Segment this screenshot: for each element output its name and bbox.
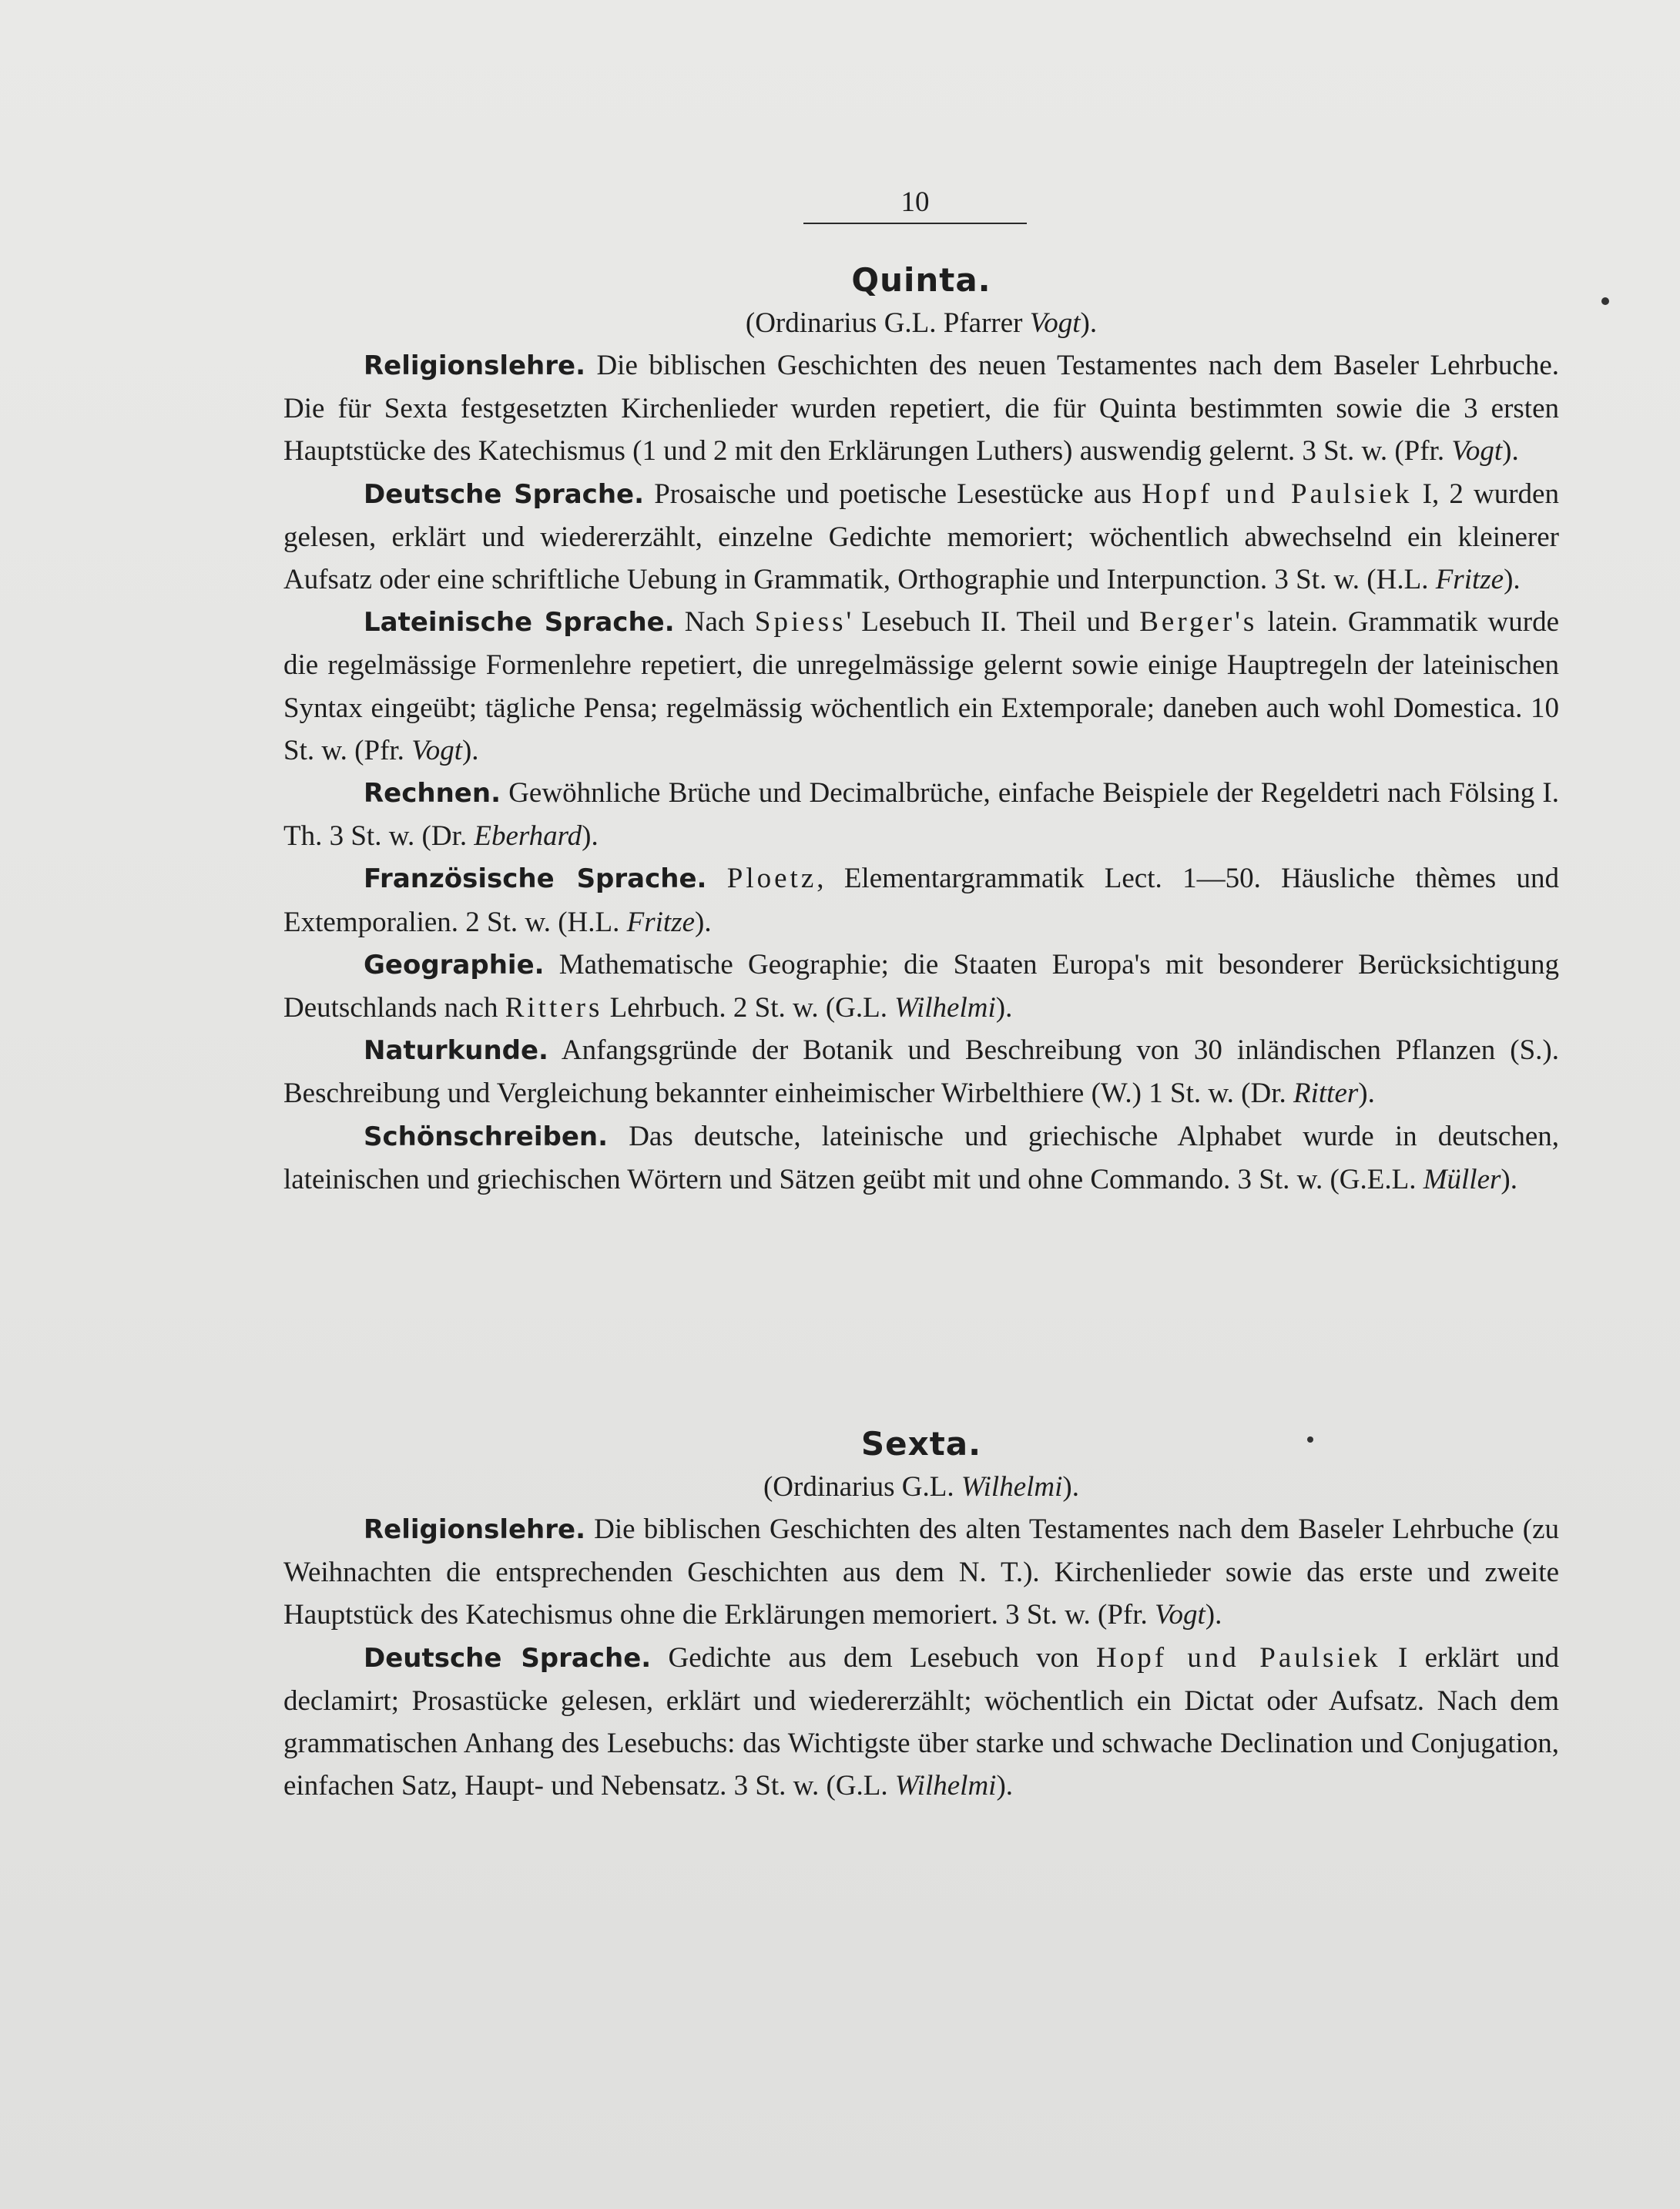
- spaced-author: Ritters: [505, 992, 603, 1024]
- paragraph-end: ).: [582, 820, 599, 853]
- paragraph-text: Die biblischen Geschichten des alten Testamentes nach dem Baseler Lehrbuche (zu Weihnachten die entsprechenden Geschichten aus dem N. T.). Kirchenlieder sowie das erste und zweite Hauptstück des Katechismus ohne die Erklärungen memoriert. 3 St. w. (Pfr.: [283, 1513, 1559, 1631]
- paragraph-text: Nach: [674, 606, 755, 639]
- subject-heading: Schönschreiben.: [364, 1121, 609, 1152]
- teacher-name: Vogt: [1155, 1599, 1206, 1631]
- paragraph-text: Mathematische Geographie; die Staaten Europa's mit besonderer Berücksichtigung Deutschlands nach: [283, 948, 1559, 1024]
- subject-heading: Religionslehre.: [364, 1514, 586, 1545]
- section-title-quinta: Quinta.: [851, 261, 991, 299]
- subject-paragraph-deutsche-sprache: [283, 473, 1559, 602]
- spaced-author: Ploetz: [726, 863, 817, 895]
- teacher-name: Eberhard: [474, 820, 582, 853]
- ordinarius-prefix: (Ordinarius G.L. Pfarrer: [745, 307, 1030, 339]
- ordinarius-name: Vogt: [1029, 307, 1081, 339]
- print-speck: [1307, 1436, 1313, 1443]
- paragraph-text: ' Lesebuch II. Theil und: [846, 606, 1140, 639]
- subject-heading: Rechnen.: [364, 778, 501, 810]
- subject-paragraph-deutsche-sprache: [283, 1637, 1559, 1808]
- subject-paragraph-schoenschreiben: [283, 1115, 1559, 1201]
- paragraph-text: Anfangsgründe der Botanik und Beschreibung von 30 inländischen Pflanzen (S.). Beschreibung und Vergleichung bekannter einheimischer Wirbelthiere (W.) 1 St. w. (Dr.: [283, 1034, 1559, 1110]
- paragraph-text: latein. Grammatik wurde die regelmässige Formenlehre repetiert, die unregelmässige gelernt sowie einige Hauptregeln der lateinischen Syntax eingeübt; tägliche Pensa; regelmässig wöchentlich ein Extemporale; daneben auch wohl Domestica. 10 St. w. (Pfr.: [283, 606, 1559, 766]
- subject-heading: Naturkunde.: [364, 1035, 548, 1067]
- paragraph-text: Lehrbuch. 2 St. w. (G.L.: [602, 992, 895, 1024]
- paragraph-end: ).: [1205, 1599, 1222, 1631]
- subject-heading: Lateinische Sprache.: [364, 607, 675, 639]
- paragraph-end: ).: [1504, 564, 1521, 596]
- subject-paragraph-rechnen: [283, 772, 1559, 857]
- teacher-name: Ritter: [1293, 1078, 1359, 1110]
- subject-paragraph-lateinische-sprache: [283, 601, 1559, 772]
- teacher-name: Wilhelmi: [894, 992, 996, 1024]
- paragraph-text: , Elementargrammatik Lect. 1—50. Häusliche thèmes und Extemporalien. 2 St. w. (H.L.: [283, 863, 1560, 938]
- paragraph-text: Gedichte aus dem Lesebuch von: [651, 1641, 1097, 1674]
- teacher-name: Vogt: [411, 734, 462, 766]
- subject-paragraph-religionslehre: [283, 344, 1559, 473]
- ordinarius-prefix: (Ordinarius G.L.: [763, 1471, 961, 1503]
- teacher-name: Fritze: [626, 906, 696, 938]
- spaced-author: Spiess: [754, 606, 847, 639]
- subject-paragraph-geographie: [283, 944, 1559, 1029]
- subject-heading: Französische Sprache.: [364, 863, 707, 895]
- subject-heading: Deutsche Sprache.: [364, 1642, 652, 1674]
- paragraph-end: ).: [1501, 1163, 1517, 1195]
- page-number: 10: [803, 188, 1027, 224]
- subject-heading: Geographie.: [364, 949, 545, 980]
- paragraph-text: Prosaische und poetische Lesestücke aus: [644, 478, 1142, 510]
- paragraph-end: ).: [1502, 435, 1519, 468]
- subject-paragraph-naturkunde: [283, 1029, 1559, 1115]
- paragraph-text: Gewöhnliche Brüche und Decimalbrüche, einfache Beispiele der Regeldetri nach Fölsing I. Th. 3 St. w. (Dr.: [283, 777, 1559, 853]
- spaced-author: Hopf und Paulsiek: [1142, 478, 1413, 510]
- paragraph-text: I, 2 wurden gelesen, erklärt und wiedererzählt, einzelne Gedichte memoriert; wöchentlich abwechselnd ein kleinerer Aufsatz oder eine schriftliche Uebung in Grammatik, Orthographie und Interpunction. 3 St. w. (H.L.: [283, 478, 1559, 596]
- ordinarius-sexta: [283, 1466, 1559, 1508]
- print-speck: [1601, 297, 1609, 305]
- paragraph-end: ).: [461, 734, 479, 766]
- paragraph-end: ).: [996, 1770, 1014, 1802]
- paragraph-text: Die biblischen Geschichten des neuen Testamentes nach dem Baseler Lehrbuche. Die für Sexta festgesetzten Kirchenlieder wurden repetiert, die für Quinta bestimmten sowie die 3 ersten Hauptstücke des Katechismus (1 und 2 mit den Erklärungen Luthers) auswendig gelernt. 3 St. w. (Pfr.: [283, 350, 1559, 468]
- section-title-sexta: Sexta.: [860, 1425, 982, 1463]
- subject-heading: Deutsche Sprache.: [364, 478, 645, 510]
- spaced-author: Berger's: [1139, 606, 1258, 639]
- paragraph-end: ).: [995, 992, 1013, 1024]
- ordinarius-suffix: ).: [1062, 1471, 1079, 1503]
- spaced-author: Hopf und Paulsiek: [1096, 1641, 1381, 1674]
- ordinarius-name: Wilhelmi: [961, 1471, 1063, 1503]
- paragraph-text: I erklärt und declamirt; Prosastücke gelesen, erklärt und wiedererzählt; wöchentlich ein Dictat oder Aufsatz. Nach dem grammatischen Anhang des Lesebuchs: das Wichtigste über starke und schwache Declination und Conjugation, einfachen Satz, Haupt- und Nebensatz. 3 St. w. (G.L.: [283, 1641, 1559, 1802]
- teacher-name: Fritze: [1435, 564, 1504, 596]
- teacher-name: Müller: [1423, 1163, 1501, 1195]
- paragraph-text: [706, 863, 726, 894]
- teacher-name: Vogt: [1451, 435, 1503, 468]
- subject-heading: Religionslehre.: [364, 350, 586, 381]
- ordinarius-suffix: ).: [1080, 307, 1098, 339]
- subject-paragraph-religionslehre: [283, 1508, 1559, 1637]
- quinta-section: [283, 259, 1559, 1201]
- subject-paragraph-franzoesische-sprache: [283, 857, 1559, 943]
- paragraph-end: ).: [1358, 1078, 1375, 1110]
- teacher-name: Wilhelmi: [894, 1770, 997, 1802]
- paragraph-text: Das deutsche, lateinische und griechische Alphabet wurde in deutschen, lateinischen und griechischen Wörtern und Sätzen geübt mit und ohne Commando. 3 St. w. (G.E.L.: [283, 1120, 1559, 1195]
- paragraph-end: ).: [695, 906, 712, 938]
- sexta-section: [283, 1423, 1559, 1807]
- ordinarius-quinta: [283, 302, 1559, 344]
